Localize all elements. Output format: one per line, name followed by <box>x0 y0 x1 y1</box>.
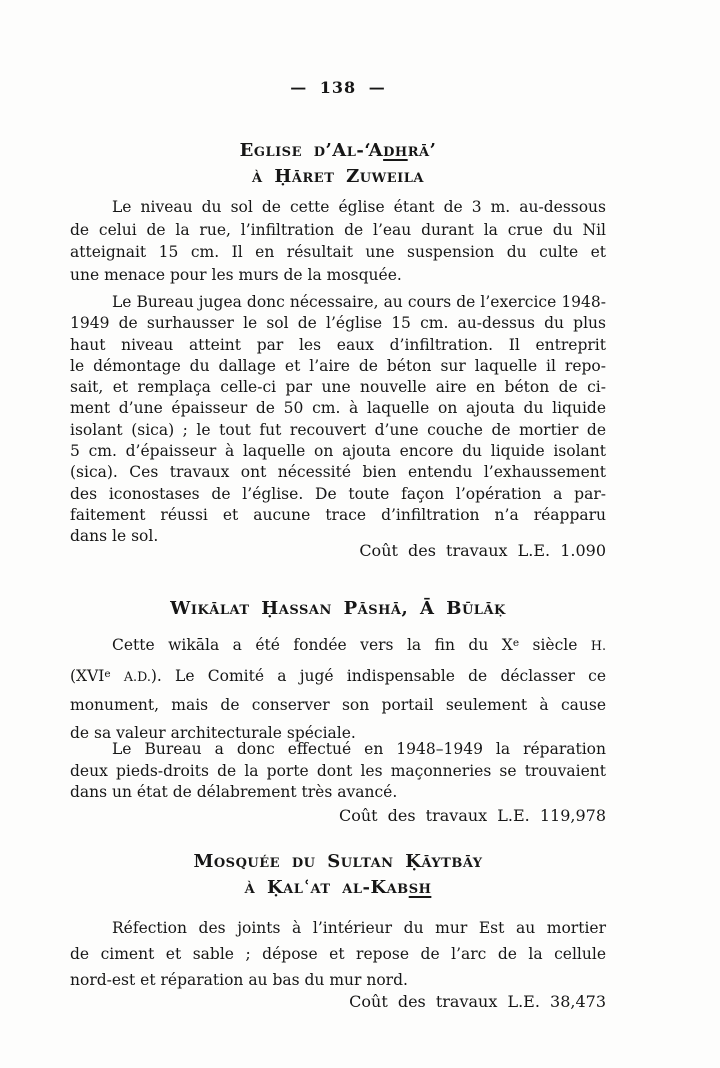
text-line: de sa valeur architecturale spéciale. <box>70 724 356 743</box>
heading-text: à Ḳalʿat al-Kab <box>244 876 409 898</box>
paragraph-eglise-1 <box>70 196 606 286</box>
section-heading-mosquee <box>70 849 606 900</box>
text-line: une menace pour les murs de la mosquée. <box>70 265 402 284</box>
heading-line-2: à Ḥāret Zuweila <box>252 166 424 187</box>
text-part <box>111 667 124 685</box>
text-part: siècle <box>519 636 591 655</box>
text-line: Le niveau du sol de cette église étant de 3 m. au-dessous <box>112 198 606 216</box>
paragraph-mosquee-1 <box>70 915 606 993</box>
text-line: sait, et remplaça celle-ci par une nouvelle aire en béton de ci- <box>70 378 606 397</box>
text-line: deux pieds-droits de la porte dont les maçonneries se trouvaient <box>70 761 606 780</box>
text-line: (sica). Ces travaux ont nécessité bien entendu l’exhaussement <box>70 463 606 482</box>
text-line: dans un état de délabrement très avancé. <box>70 783 398 801</box>
superscript-e: e <box>512 637 520 649</box>
text-line: des iconostases de l’église. De toute façon l’opération a par- <box>70 484 606 503</box>
text-line: faitement réussi et aucune trace d’infiltration n’a réapparu <box>70 505 606 524</box>
text-line: le démontage du dallage et l’aire de béton sur laquelle il repo- <box>70 356 606 375</box>
text-line: ment d’une épaisseur de 50 cm. à laquelle on ajouta du liquide <box>70 399 606 418</box>
paragraph-eglise-2 <box>70 292 606 548</box>
text-line: Réfection des joints à l’intérieur du mur Est au mortier <box>112 919 606 937</box>
section-heading-eglise <box>70 138 606 190</box>
heading-underlined-letters: dh <box>383 140 408 161</box>
superscript-e: e <box>104 668 111 681</box>
text-line: nord-est et réparation au bas du mur nord. <box>70 971 408 989</box>
text-part: (XVI <box>70 667 105 686</box>
text-line: dans le sol. <box>70 527 159 546</box>
small-caps-h: H. <box>590 638 607 654</box>
text-line <box>70 660 606 691</box>
heading-text: Eglise d’Al-‘A <box>239 140 384 161</box>
paragraph-wikalat-1 <box>70 629 606 747</box>
section-heading-wikalat <box>70 596 606 622</box>
text-line: haut niveau atteint par les eaux d’infiltration. Il entreprit <box>70 335 606 354</box>
text-line: 5 cm. d’épaisseur à laquelle on ajouta encore du liquide isolant <box>70 442 606 461</box>
heading-underlined-letters: sh <box>408 876 432 898</box>
text-line: Le Bureau jugea donc nécessaire, au cours de l’exercice 1948- <box>112 293 606 311</box>
text-line: atteignait 15 cm. Il en résultait une suspension du culte et <box>70 243 606 262</box>
text-line: 1949 de surhausser le sol de l’église 15 cm. au-dessus du plus <box>70 314 606 333</box>
heading-line-2 <box>70 875 606 901</box>
heading-line-1: Wikālat Ḥassan Pāshā, Ā Būlāḳ <box>170 598 506 619</box>
cost-line-mosquee: Coût des travaux L.E. 38,473 <box>349 992 606 1011</box>
heading-line-1: Mosquée du Sultan Ḳāytbāy <box>193 851 483 872</box>
text-line: de ciment et sable ; dépose et repose de l’arc de la cellule <box>70 945 606 963</box>
text-part: ). Le Comité a jugé indispensable de déclasser ce <box>150 667 606 686</box>
cost-line-eglise: Coût des travaux L.E. 1.090 <box>359 541 606 560</box>
cost-line-wikalat: Coût des travaux L.E. 119,978 <box>338 806 606 825</box>
heading-line-1 <box>70 138 606 164</box>
text-line: de celui de la rue, l’infiltration de l’eau durant la crue du Nil <box>70 220 606 239</box>
text-line: monument, mais de conserver son portail seulement à cause <box>70 696 606 715</box>
page-number: — 138 — <box>290 78 386 97</box>
text-line: isolant (sica) ; le tout fut recouvert d’une couche de mortier de <box>70 420 606 439</box>
text-part: Cette wikāla a été fondée vers la fin du X <box>112 636 513 655</box>
text-line <box>70 629 606 660</box>
small-caps-ad: A.D. <box>123 669 151 685</box>
paragraph-wikalat-2 <box>70 739 606 804</box>
heading-text: rā’ <box>407 140 437 161</box>
text-line: Le Bureau a donc effectué en 1948–1949 la réparation <box>112 740 606 758</box>
